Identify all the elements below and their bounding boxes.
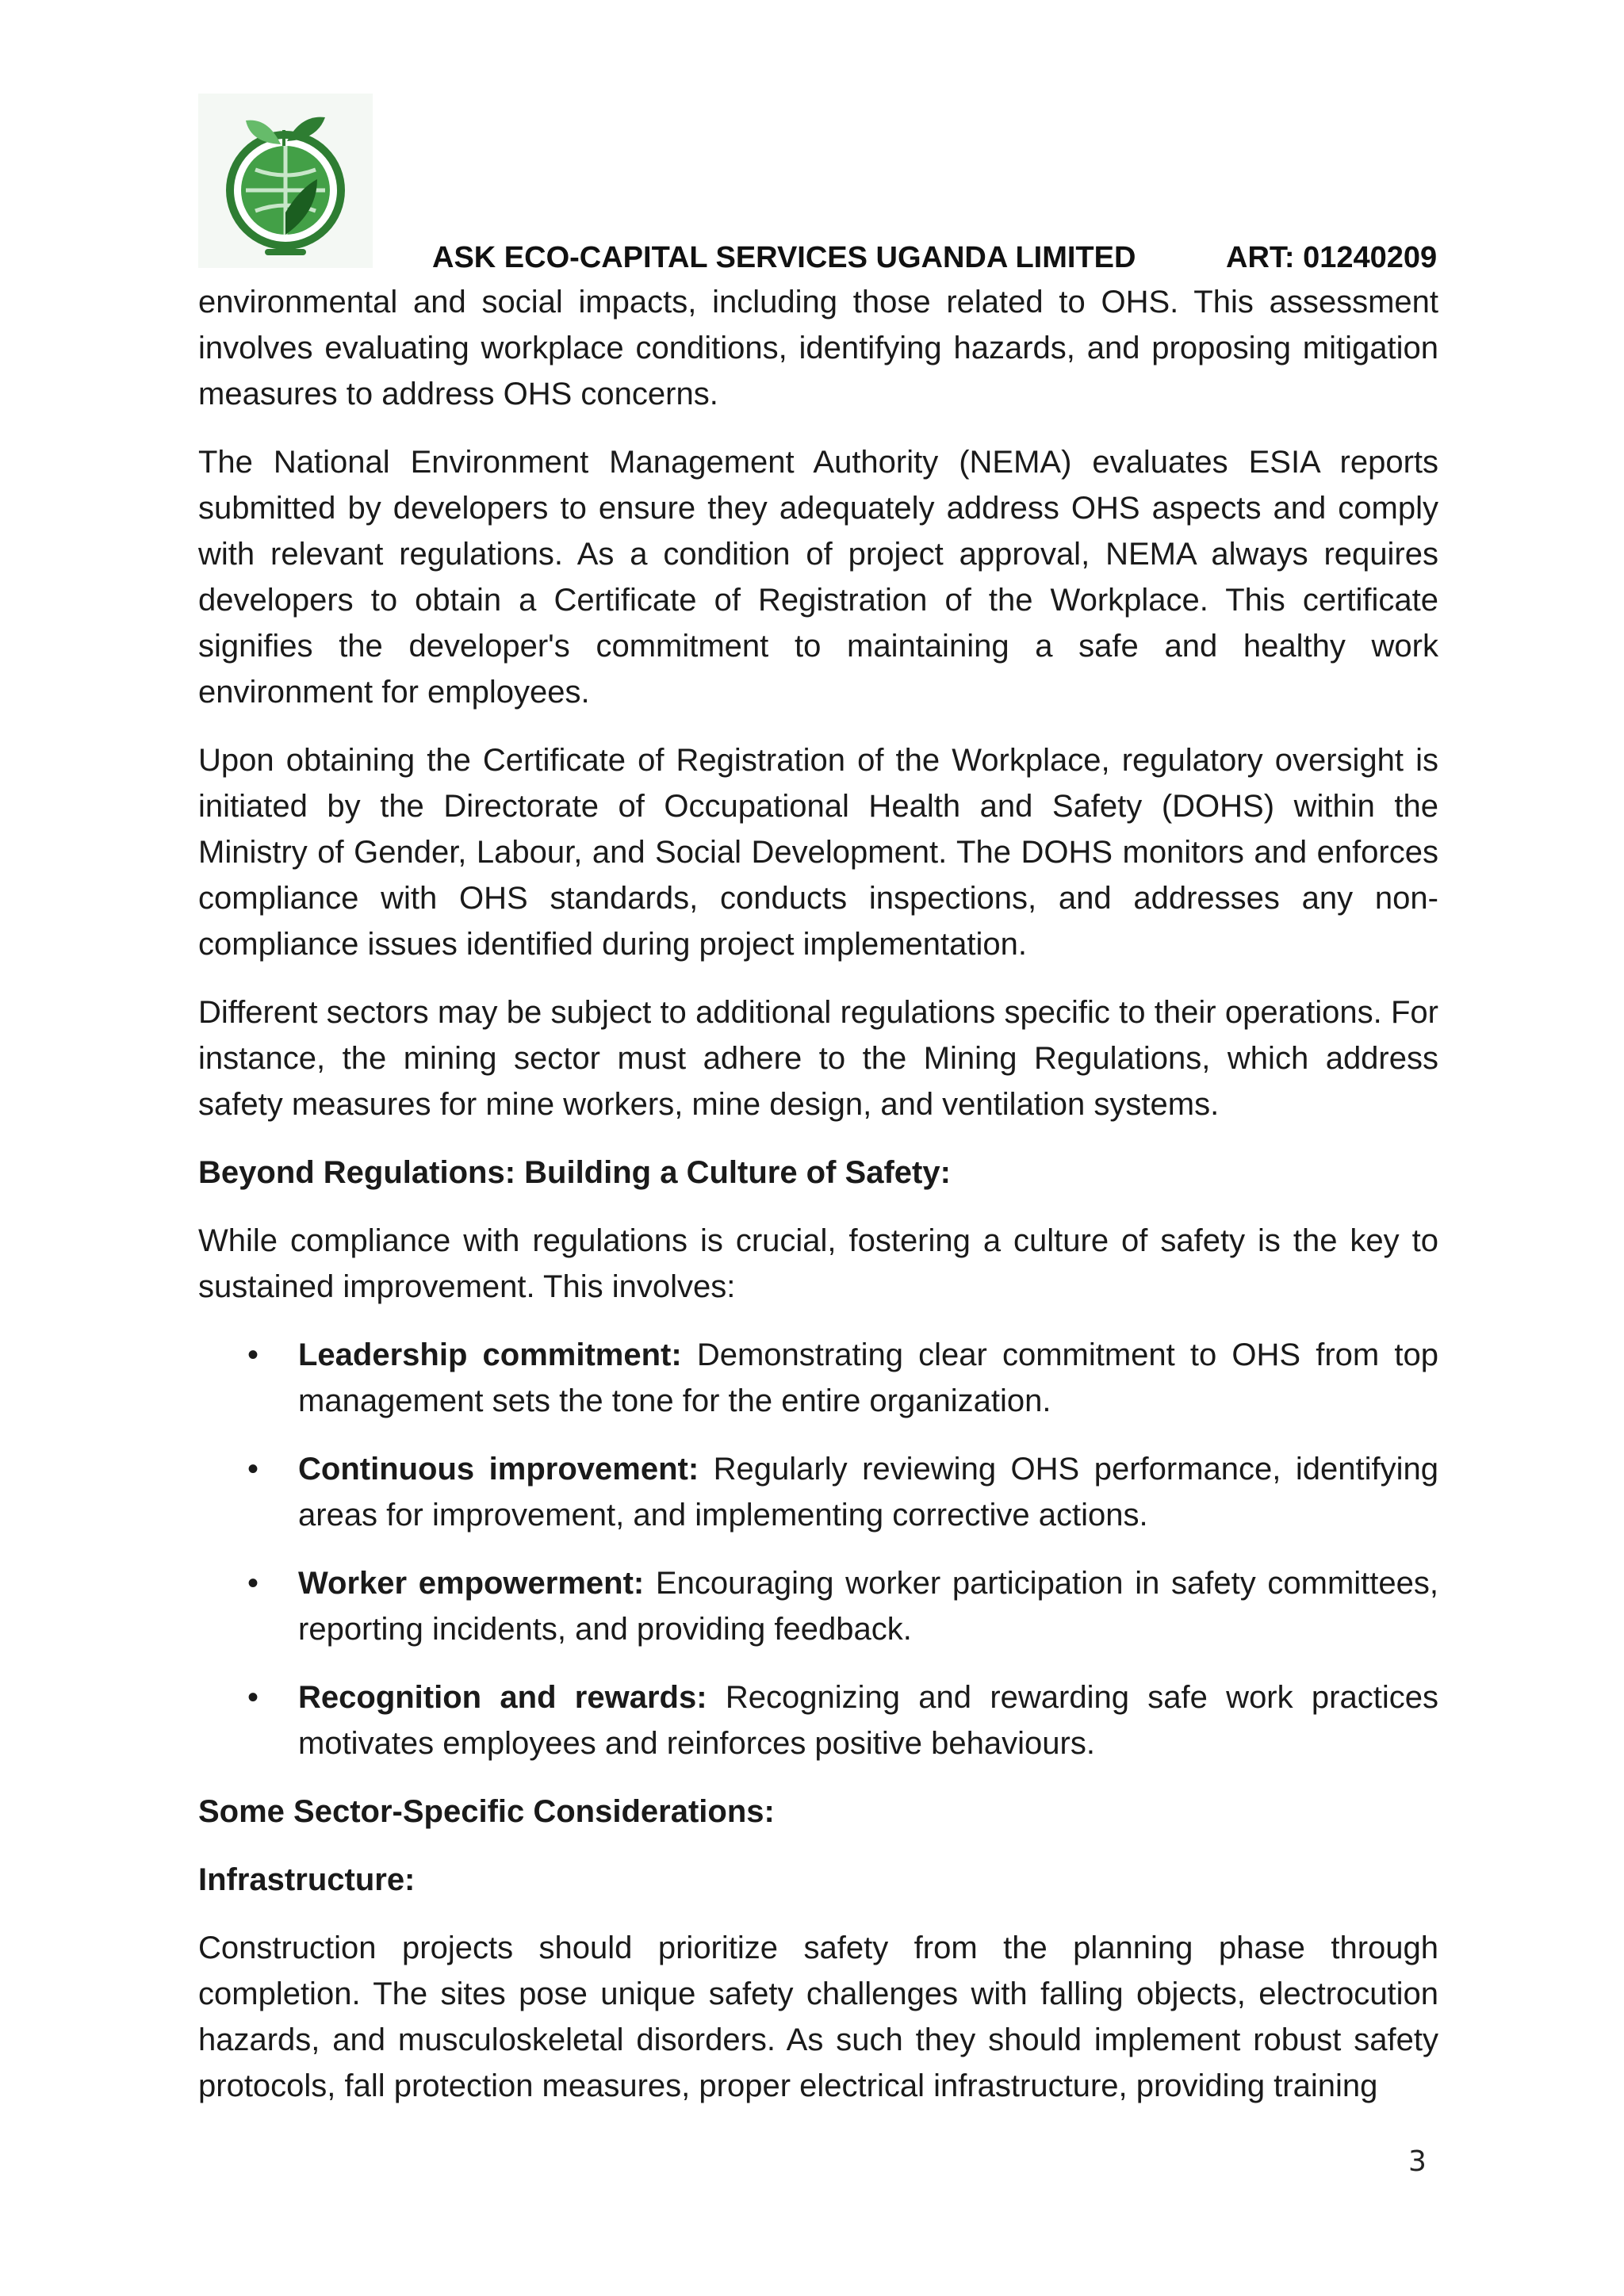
bullet-icon: • [247, 1452, 259, 1487]
page-number: 3 [1408, 2145, 1427, 2178]
list-item-text: Recognizing and rewarding safe work practices motivates employees and reinforces positive behaviours. [298, 1680, 1438, 1761]
document-body [198, 279, 1438, 2131]
list-item-term: Continuous improvement: [298, 1452, 699, 1487]
bullet-list [198, 1332, 1438, 1766]
paragraph: Different sectors may be subject to additional regulations specific to their operations. For instance, the mining sector must adhere to the Mining Regulations, which address safety measures for mine workers, mine design, and ventilation systems. [198, 995, 1438, 1122]
list-item-term: Recognition and rewards: [298, 1680, 707, 1715]
list-item-text: Demonstrating clear commitment to OHS from top management sets the tone for the entire organization. [298, 1337, 1438, 1418]
list-item-text: Regularly reviewing OHS performance, identifying areas for improvement, and implementing corrective actions. [298, 1452, 1438, 1533]
bullet-icon: • [247, 1566, 259, 1601]
paragraph: The National Environment Management Authority (NEMA) evaluates ESIA reports submitted by developers to ensure they adequately address OHS aspects and comply with relevant regulations. As a condition of project approval, NEMA always requires developers to obtain a Certificate of Registration of the Workplace. This certificate signifies the developer's commitment to maintaining a safe and healthy work environment for employees. [198, 445, 1438, 710]
paragraph: environmental and social impacts, including those related to OHS. This assessment involves evaluating workplace conditions, identifying hazards, and proposing mitigation measures to address OHS concerns. [198, 285, 1438, 411]
company-name: ASK ECO-CAPITAL SERVICES UGANDA LIMITED [432, 241, 1136, 274]
art-reference: ART: 01240209 [1226, 241, 1438, 274]
list-item-term: Leadership commitment: [298, 1337, 682, 1372]
list-item [198, 1560, 1438, 1652]
bullet-icon: • [247, 1680, 259, 1715]
paragraph: Upon obtaining the Certificate of Registration of the Workplace, regulatory oversight is initiated by the Directorate of Occupational Health and Safety (DOHS) within the Ministry of Gender, Labour, and Social Development. The DOHS monitors and enforces compliance with OHS standards, conducts inspections, and addresses any non-compliance issues identified during project implementation. [198, 743, 1438, 962]
paragraph: Construction projects should prioritize safety from the planning phase through completion. The sites pose unique safety challenges with falling objects, electrocution hazards, and musculoskeletal disorders. As such they should implement robust safety protocols, fall protection measures, proper electrical infrastructure, providing training [198, 1931, 1438, 2103]
list-item [198, 1332, 1438, 1424]
subsection-heading: Infrastructure: [198, 1862, 416, 1897]
section-heading: Some Sector-Specific Considerations: [198, 1794, 775, 1829]
list-item [198, 1446, 1438, 1538]
list-item [198, 1674, 1438, 1766]
document-header [0, 241, 1624, 281]
section-heading: Beyond Regulations: Building a Culture of Safety: [198, 1155, 951, 1190]
bullet-icon: • [247, 1337, 259, 1372]
list-item-term: Worker empowerment: [298, 1566, 645, 1601]
paragraph: While compliance with regulations is crucial, fostering a culture of safety is the key to sustained improvement. This involves: [198, 1223, 1438, 1304]
list-item-text: Encouraging worker participation in safety committees, reporting incidents, and providing feedback. [298, 1566, 1438, 1647]
